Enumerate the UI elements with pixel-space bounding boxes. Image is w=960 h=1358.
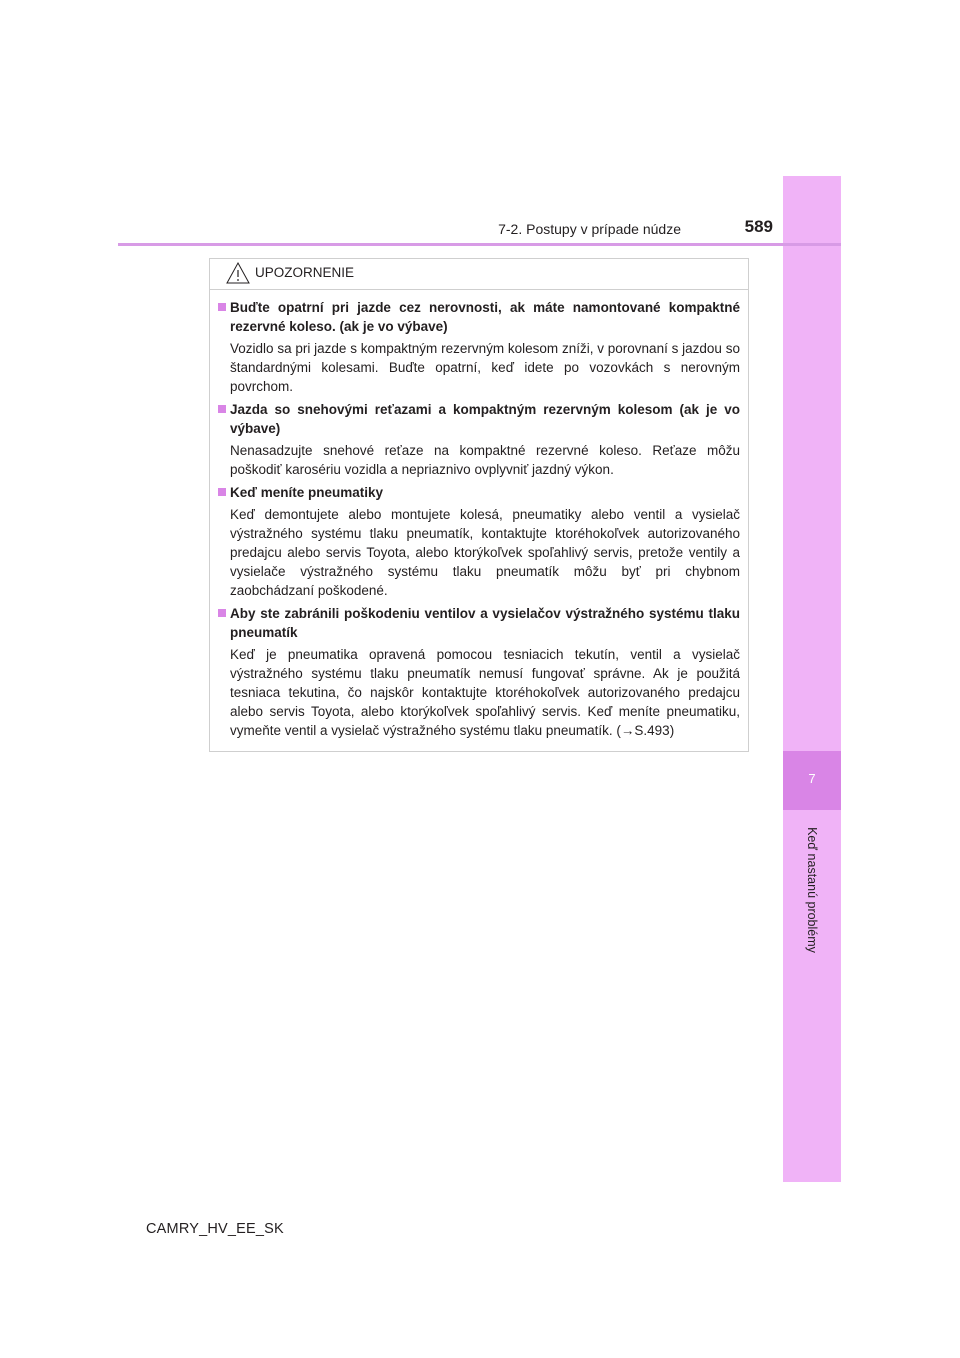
warning-item-heading <box>218 483 740 502</box>
warning-item-heading-text: Buďte opatrní pri jazde cez nerovnosti, ak máte namontované kompaktné rezervné koleso. (ak je vo výbave) <box>230 300 740 334</box>
chapter-title: Keď nastanú problémy <box>805 827 819 953</box>
warning-item-paragraph: Keď je pneumatika opravená pomocou tesniacich tekutín, ventil a vysielač výstražného systému tlaku pneumatík nemusí fungovať správne. Ak je použitá tesniaca tekutina, čo najskôr kontaktujte ktoréhokoľvek autorizovaného predajcu alebo servis Toyota, alebo ktorýkoľvek spoľahlivý servis. Keď meníte pneumatiku, vymeňte ventil a vysielač výstražného systému tlaku pneumatík. (→S.493) <box>230 647 740 738</box>
warning-item <box>218 400 740 479</box>
warning-box <box>209 258 749 752</box>
warning-item <box>218 483 740 600</box>
warning-item-paragraph: Nenasadzujte snehové reťaze na kompaktné rezervné koleso. Reťaze môžu poškodiť karosériu vozidla a nepriaznivo ovplyvniť jazdný výkon. <box>230 443 740 477</box>
warning-header <box>210 259 748 290</box>
page-number: 589 <box>744 217 773 236</box>
square-bullet-icon <box>218 405 226 413</box>
warning-item <box>218 604 740 740</box>
chapter-number-box <box>783 751 841 810</box>
chapter-number: 7 <box>808 771 816 786</box>
warning-item-heading <box>218 298 740 336</box>
warning-body <box>210 290 748 740</box>
square-bullet-icon <box>218 609 226 617</box>
warning-item-heading-text: Aby ste zabránili poškodeniu ventilov a vysielačov výstražného systému tlaku pneumatík <box>230 606 740 640</box>
warning-item <box>218 298 740 396</box>
warning-item-heading <box>218 400 740 438</box>
side-chapter-tab <box>783 176 841 1182</box>
warning-item-heading-text: Jazda so snehovými reťazami a kompaktným rezervným kolesom (ak je vo výbave) <box>230 402 740 436</box>
warning-item-heading <box>218 604 740 642</box>
warning-item-paragraph: Keď demontujete alebo montujete kolesá, pneumatiky alebo ventil a vysielač výstražného systému tlaku pneumatík, kontaktujte ktoréhokoľvek autorizovaného predajcu alebo servis Toyota, alebo ktorýkoľvek spoľahlivý servis, pretože ventily a vysielače výstražného systému tlaku pneumatík môžu byť pri chybnom zaobchádzaní poškodené. <box>230 507 740 598</box>
square-bullet-icon <box>218 488 226 496</box>
section-title: 7-2. Postupy v prípade núdze <box>498 221 681 237</box>
warning-triangle-icon <box>225 261 251 285</box>
warning-item-paragraph: Vozidlo sa pri jazde s kompaktným rezervným kolesom zníži, v porovnaní s jazdou so štandardnými kolesami. Buďte opatrní, keď idete po vozovkách s nerovným povrchom. <box>230 341 740 394</box>
document-code: CAMRY_HV_EE_SK <box>146 1221 284 1237</box>
warning-item-heading-text: Keď meníte pneumatiky <box>230 485 383 500</box>
header-rule <box>118 243 841 246</box>
warning-title: UPOZORNENIE <box>255 265 355 280</box>
square-bullet-icon <box>218 303 226 311</box>
